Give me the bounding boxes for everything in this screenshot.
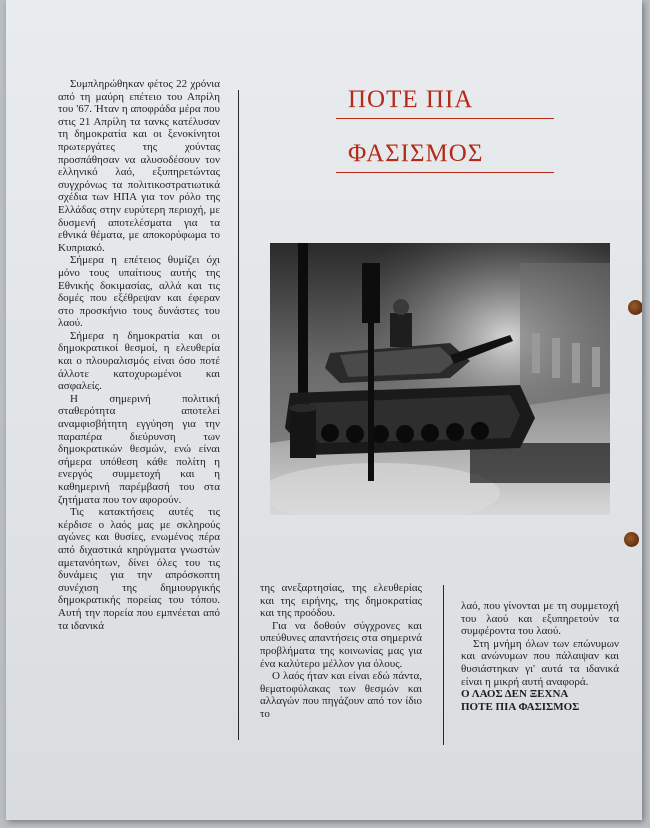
- headline-line-2: ΦΑΣΙΣΜΟΣ: [348, 140, 484, 167]
- closing-slogan-2: ΠΟΤΕ ΠΙΑ ΦΑΣΙΣΜΟΣ: [461, 700, 580, 713]
- article-column-3: [461, 600, 619, 713]
- col2-paragraph-1: της ανεξαρτησίας, της ελευθερίας και της ειρήνης, της δημοκρατίας και της προόδου.: [260, 582, 422, 620]
- col1-paragraph-3: Σήμερα η δημοκρατία και οι δημοκρατικοί θεσμοί, η ελευθερία και ο πλουραλισμός είναι όσο ποτέ άλλοτε κατοχυρωμένοι και ασφαλείς.: [58, 329, 220, 393]
- column-divider-left: [238, 90, 239, 740]
- punch-hole-top: [628, 300, 642, 315]
- col1-paragraph-5: Τις κατακτήσεις αυτές τις κέρδισε ο λαός μας με σκληρούς αγώνες και θυσίες, ενωμένος πέρα από διχαστικά κηρύγματα γνωστών αμετανόητων, δίνει όλες του τις δυνάμεις για την απρόσκοπτη συνέχιση της δημιουργικής δημοκρατικής πορείας του τόπου. Αυτή την πορεία που εμπνέεται από τα ιδανικά: [58, 506, 220, 632]
- headline-rule-2: [336, 172, 554, 173]
- headline-line-1: ΠΟΤΕ ΠΙΑ: [348, 86, 474, 113]
- article-column-2: [260, 582, 422, 721]
- col3-paragraph-1: λαό, που γίνονται με τη συμμετοχή του λαού και εξυπηρετούν τα συμφέροντα του λαού.: [461, 600, 619, 638]
- col2-paragraph-3: Ο λαός ήταν και είναι εδώ πάντα, θεματοφύλακας των θεσμών και αλλαγών που πηγάζουν από τον ίδιο το: [260, 670, 422, 720]
- col2-paragraph-2: Για να δοθούν σύγχρονες και υπεύθυνες απαντήσεις στα σημερινά προβλήματα της κοινωνίας μας για ένα καλύτερο μέλλον για όλους.: [260, 619, 422, 670]
- col1-paragraph-1: Συμπληρώθηκαν φέτος 22 χρόνια από τη μαύρη επέτειο του Απρίλη του '67. Ήταν η αποφράδα μέρα που στις 21 Απρίλη τα τανκς κατέλυσαν τη δημοκρατία και οι ξενοκίνητοι πρωτεργάτες της χούντας προσπάθησαν να αλυσοδέσουν τον ελληνικό λαό, εξυπηρετώντας συγχρόνως τα πολιτικοστρατιωτικά σχέδια των ΗΠΑ για τον ρόλο της Ελλάδας στην ευρύτερη περιοχή, με δυσμενή αποτελέσματα για τα εθνικά θέματα, με αποκορύφωμα το Κυπριακό.: [58, 78, 220, 254]
- col1-paragraph-2: Σήμερα η επέτειος θυμίζει όχι μόνο τους υπαίτιους αυτής της Εθνικής δοκιμασίας, αλλά και τις δομές που εξέθρεψαν και έφεραν στο προσκήνιο τους δυνάστες του λαού.: [58, 254, 220, 330]
- tank-photo: [270, 243, 610, 515]
- column-divider-right: [443, 585, 444, 745]
- article-column-1: [58, 78, 220, 632]
- col3-paragraph-2: Στη μνήμη όλων των επώνυμων και ανώνυμων που πάλαιψαν και θυσιάστηκαν γι' αυτά τα ιδανικά είναι η μικρή αυτή αναφορά.: [461, 637, 619, 688]
- col1-paragraph-4: Η σημερινή πολιτική σταθερότητα αποτελεί αναμφισβήτητη εγγύηση για την παραπέρα διεύρυνση των δημοκρατικών θεσμών, ενώ είναι σήμερα υπόθεση κάθε πολίτη η ενεργός συμμετοχή και η καθημερινή παρέμβασή του στα ζητήματα που τον αφορούν.: [58, 392, 220, 506]
- closing-slogan-1: Ο ΛΑΟΣ ΔΕΝ ΞΕΧΝΑ: [461, 688, 569, 701]
- punch-hole-bottom: [624, 532, 639, 547]
- headline-rule-1: [336, 118, 554, 119]
- bleed-through-shadow: [306, 50, 321, 95]
- magazine-page: [6, 0, 642, 820]
